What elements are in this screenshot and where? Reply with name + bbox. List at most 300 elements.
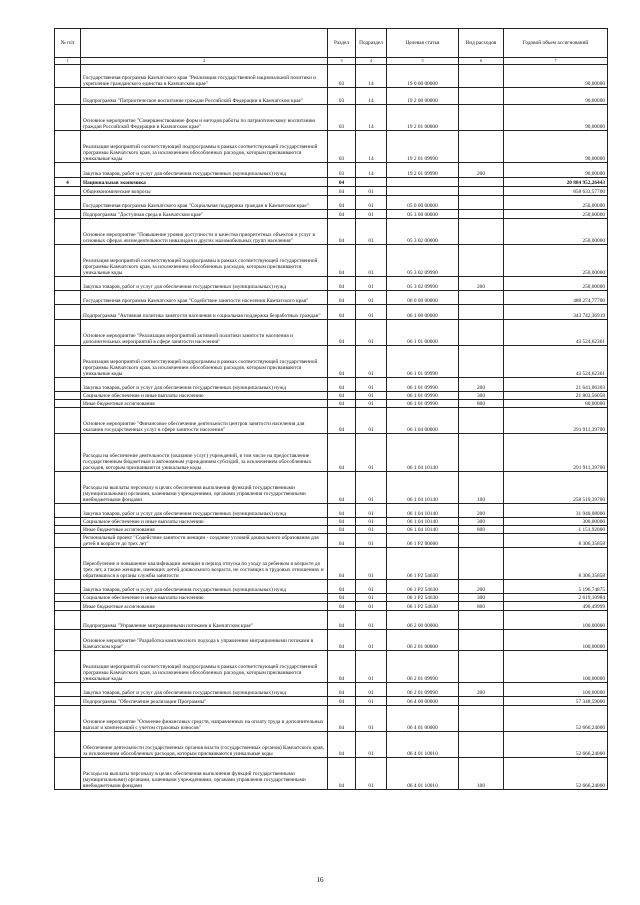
cell-exp-type: [459, 548, 504, 580]
table-row: [55, 611, 608, 630]
table-row: [55, 518, 608, 526]
table-row: [55, 163, 608, 178]
cell-subsection: 14: [356, 65, 387, 88]
cell-target: 06 4 00 00000: [387, 697, 459, 706]
cell-amount: 57 348,59000: [504, 697, 608, 706]
cell-name: Закупка товаров, работ и услуг для обеспечения государственных (муниципальных) нужд: [81, 504, 328, 518]
cell-section: 03: [328, 88, 356, 105]
col-number: 6: [459, 58, 504, 65]
cell-section: 04: [328, 651, 356, 683]
cell-exp-type: 800: [459, 526, 504, 534]
cell-target: 05 0 00 00000: [387, 196, 459, 210]
cell-name: Иные бюджетные ассигнования: [81, 526, 328, 534]
cell-name: Обеспечение деятельности государственных органов власти (государственных органов) Камчатского края, за исключением обособленных расходов, которым присваиваются уникальные коды: [81, 732, 328, 758]
cell-exp-type: [459, 178, 504, 187]
cell-exp-type: [459, 196, 504, 210]
cell-section: 04: [328, 732, 356, 758]
cell-num: [55, 697, 81, 706]
cell-num: [55, 88, 81, 105]
cell-name: Социальное обеспечение и иные выплаты населению: [81, 594, 328, 602]
cell-num: [55, 518, 81, 526]
cell-section: 04: [328, 434, 356, 472]
cell-target: 06 1 04 10140: [387, 434, 459, 472]
cell-target: 06 1 04 00000: [387, 408, 459, 434]
cell-section: 04: [328, 594, 356, 602]
cell-section: 03: [328, 65, 356, 88]
col-number: 2: [81, 58, 328, 65]
cell-num: [55, 210, 81, 219]
cell-amount: 250,00000: [504, 245, 608, 277]
cell-num: [55, 594, 81, 602]
cell-section: 04: [328, 504, 356, 518]
header-amount: Годовой объем ассигнований: [504, 29, 608, 58]
cell-target: 06 0 00 00000: [387, 291, 459, 305]
table-row: [55, 651, 608, 683]
cell-subsection: 01: [356, 392, 387, 400]
cell-section: 04: [328, 178, 356, 187]
cell-exp-type: 300: [459, 594, 504, 602]
cell-exp-type: [459, 611, 504, 630]
cell-name: Социальное обеспечение и иные выплаты населению: [81, 518, 328, 526]
cell-subsection: 01: [356, 305, 387, 320]
cell-subsection: 01: [356, 732, 387, 758]
cell-name: Основное мероприятие "Разработка комплексного подхода к управлению миграционными потоками в Камчатском крае": [81, 630, 328, 651]
cell-subsection: 01: [356, 504, 387, 518]
cell-num: [55, 187, 81, 196]
cell-target: 06 1 04 10140: [387, 504, 459, 518]
cell-target: 06 1 01 09990: [387, 392, 459, 400]
cell-amount: 21 641,06303: [504, 378, 608, 392]
cell-subsection: [356, 178, 387, 187]
table-row: [55, 602, 608, 611]
cell-exp-type: 300: [459, 392, 504, 400]
cell-section: 04: [328, 400, 356, 408]
col-number: 7: [504, 58, 608, 65]
cell-num: [55, 472, 81, 504]
table-row: [55, 178, 608, 187]
table-row: [55, 548, 608, 580]
cell-num: [55, 105, 81, 131]
table-row: [55, 346, 608, 378]
cell-amount: 488 274,77700: [504, 291, 608, 305]
cell-num: [55, 65, 81, 88]
cell-num: [55, 630, 81, 651]
cell-exp-type: [459, 105, 504, 131]
cell-exp-type: [459, 210, 504, 219]
cell-subsection: 14: [356, 131, 387, 163]
table-row: [55, 697, 608, 706]
cell-amount: 31 940,08000: [504, 504, 608, 518]
cell-name: Иные бюджетные ассигнования: [81, 400, 328, 408]
table-row: [55, 196, 608, 210]
cell-target: 06 1 04 10140: [387, 518, 459, 526]
cell-name: Реализация мероприятий соответствующей подпрограммы в рамках соответствующей государственной программы Камчатского края, за исключением обособленных расходов, которым присваиваются уникальные коды: [81, 651, 328, 683]
cell-amount: 21 803,56058: [504, 392, 608, 400]
cell-num: [55, 732, 81, 758]
cell-exp-type: [459, 706, 504, 732]
cell-amount: 300,00000: [504, 518, 608, 526]
cell-num: [55, 245, 81, 277]
cell-section: 04: [328, 518, 356, 526]
cell-amount: 52 666,24000: [504, 706, 608, 732]
cell-name: Подпрограмма "Управление миграционными потоками в Камчатском крае": [81, 611, 328, 630]
cell-target: 06 1 P2 54630: [387, 548, 459, 580]
cell-name: Закупка товаров, работ и услуг для обеспечения государственных (муниципальных) нужд: [81, 277, 328, 291]
cell-amount: 90,00000: [504, 131, 608, 163]
cell-num: [55, 320, 81, 346]
cell-exp-type: [459, 320, 504, 346]
cell-exp-type: [459, 65, 504, 88]
cell-amount: 90,00000: [504, 163, 608, 178]
cell-name: Реализация мероприятий соответствующей подпрограммы в рамках соответствующей государственной программы Камчатского края, за исключением обособленных расходов, которым присваиваются уникальные коды: [81, 346, 328, 378]
cell-exp-type: [459, 131, 504, 163]
cell-subsection: 01: [356, 291, 387, 305]
cell-num: [55, 434, 81, 472]
table-row: [55, 534, 608, 548]
cell-name: Реализация мероприятий соответствующей подпрограммы в рамках соответствующей государственной программы Камчатского края, за исключением обособленных расходов, которым присваиваются уникальные коды: [81, 245, 328, 277]
cell-num: [55, 534, 81, 548]
cell-num: [55, 291, 81, 305]
cell-subsection: 01: [356, 518, 387, 526]
table-row: [55, 408, 608, 434]
cell-target: 19 2 01 09990: [387, 131, 459, 163]
cell-name: Общеэкономические вопросы: [81, 187, 328, 196]
cell-num: [55, 277, 81, 291]
cell-subsection: 14: [356, 105, 387, 131]
cell-exp-type: [459, 305, 504, 320]
cell-amount: 100,00000: [504, 651, 608, 683]
cell-target: 05 3 02 00000: [387, 219, 459, 245]
cell-num: [55, 305, 81, 320]
cell-target: 06 2 01 09990: [387, 651, 459, 683]
cell-section: 04: [328, 408, 356, 434]
header-name: [81, 29, 328, 58]
cell-num: [55, 651, 81, 683]
cell-exp-type: [459, 219, 504, 245]
cell-amount: 43 524,62361: [504, 320, 608, 346]
cell-num: [55, 758, 81, 790]
cell-name: Расходы на выплаты персоналу в целях обеспечения выполнения функций государственными (муниципальными) органами, казенными учреждениями, органами управления государственными внебюджетными фондами: [81, 758, 328, 790]
cell-subsection: 01: [356, 196, 387, 210]
cell-num: [55, 526, 81, 534]
table-row: [55, 88, 608, 105]
cell-section: 04: [328, 472, 356, 504]
cell-amount: 80,00000: [504, 400, 608, 408]
cell-section: 04: [328, 305, 356, 320]
cell-target: [387, 187, 459, 196]
cell-amount: 52 666,24000: [504, 758, 608, 790]
cell-section: 04: [328, 196, 356, 210]
cell-exp-type: [459, 88, 504, 105]
cell-num: [55, 196, 81, 210]
table-row: [55, 706, 608, 732]
cell-section: 04: [328, 291, 356, 305]
cell-subsection: 01: [356, 630, 387, 651]
cell-subsection: 01: [356, 706, 387, 732]
table-row: [55, 219, 608, 245]
table-row: [55, 305, 608, 320]
table-row: [55, 732, 608, 758]
cell-exp-type: 200: [459, 504, 504, 518]
budget-table: [54, 28, 608, 790]
cell-exp-type: 200: [459, 163, 504, 178]
header-num: № п/п: [55, 29, 81, 58]
table-row: [55, 245, 608, 277]
cell-name: Иные бюджетные ассигнования: [81, 602, 328, 611]
cell-target: 06 1 01 09990: [387, 400, 459, 408]
table-row: [55, 594, 608, 602]
cell-name: Реализация мероприятий соответствующей подпрограммы в рамках соответствующей государственной программы Камчатского края, за исключением обособленных расходов, которым присваиваются уникальные коды: [81, 131, 328, 163]
cell-amount: 5 196,74875: [504, 580, 608, 594]
cell-subsection: 01: [356, 758, 387, 790]
cell-subsection: 01: [356, 602, 387, 611]
cell-section: 04: [328, 630, 356, 651]
cell-subsection: 14: [356, 88, 387, 105]
cell-target: 06 4 01 10010: [387, 758, 459, 790]
table-row: [55, 580, 608, 594]
cell-section: 03: [328, 131, 356, 163]
cell-num: [55, 504, 81, 518]
cell-section: 04: [328, 526, 356, 534]
cell-name: Переобучение и повышение квалификации женщин в период отпуска по уходу за ребенком в возрасте до трех лет, а также женщин, имеющих детей дошкольного возраста, не состоящих в трудовых отношениях и обратившихся в органы службы занятости: [81, 548, 328, 580]
cell-exp-type: [459, 245, 504, 277]
cell-amount: 8 306,35858: [504, 548, 608, 580]
cell-subsection: 01: [356, 594, 387, 602]
cell-subsection: 01: [356, 548, 387, 580]
cell-exp-type: [459, 346, 504, 378]
cell-name: Основное мероприятие "Освоение финансовых средств, направленных на оплату труда и дополнительных выплат и компенсаций с учетом страховых взносов": [81, 706, 328, 732]
cell-target: 05 3 02 09990: [387, 277, 459, 291]
cell-exp-type: 800: [459, 602, 504, 611]
cell-name: Государственная программа Камчатского края "Реализация государственной национальной политики и укрепление гражданского единства в Камчатском крае": [81, 65, 328, 88]
table-row: [55, 378, 608, 392]
table-row: [55, 630, 608, 651]
cell-name: Подпрограмма "Патриотическое воспитание граждан Российской Федерации в Камчатском крае": [81, 88, 328, 105]
cell-subsection: 01: [356, 651, 387, 683]
cell-name: Расходы на обеспечение деятельности (оказание услуг) учреждений, в том числе на предоставление государственным бюджетным и автономным учреждениям субсидий, за исключением обособленных расходов, которым присваиваются уникальные коды: [81, 434, 328, 472]
cell-name: Расходы на выплаты персоналу в целях обеспечения выполнения функций государственными (муниципальными) органами, казенными учреждениями, органами управления государственными внебюджетными фондами: [81, 472, 328, 504]
cell-amount: 343 742,36919: [504, 305, 608, 320]
cell-exp-type: 100: [459, 758, 504, 790]
cell-exp-type: [459, 408, 504, 434]
cell-name: Национальная экономика: [81, 178, 328, 187]
cell-target: 06 1 01 09990: [387, 346, 459, 378]
cell-name: Закупка товаров, работ и услуг для обеспечения государственных (муниципальных) нужд: [81, 580, 328, 594]
cell-section: 04: [328, 392, 356, 400]
cell-subsection: 01: [356, 346, 387, 378]
cell-target: 06 1 P2 54630: [387, 580, 459, 594]
cell-exp-type: [459, 732, 504, 758]
cell-num: [55, 219, 81, 245]
cell-target: 06 2 00 00000: [387, 611, 459, 630]
header-subsection: Подраздел: [356, 29, 387, 58]
cell-subsection: 01: [356, 187, 387, 196]
header-section: Раздел: [328, 29, 356, 58]
cell-subsection: 01: [356, 683, 387, 697]
table-row: [55, 187, 608, 196]
cell-num: [55, 602, 81, 611]
cell-section: 04: [328, 706, 356, 732]
cell-target: 19 2 00 00000: [387, 88, 459, 105]
cell-section: 04: [328, 611, 356, 630]
header-target: Целевая статья: [387, 29, 459, 58]
cell-section: 04: [328, 580, 356, 594]
table-header-row: [55, 29, 608, 58]
cell-name: Основное мероприятие "Финансовое обеспечение деятельности центров занятости населения для оказания государственных услуг в сфере занятости населения": [81, 408, 328, 434]
cell-exp-type: [459, 697, 504, 706]
cell-num: [55, 548, 81, 580]
cell-name: Социальное обеспечение и иные выплаты населению: [81, 392, 328, 400]
table-row: [55, 758, 608, 790]
cell-target: 06 1 P2 54630: [387, 602, 459, 611]
cell-amount: 90,00000: [504, 88, 608, 105]
col-number: 1: [55, 58, 81, 65]
cell-num: [55, 392, 81, 400]
cell-section: 04: [328, 378, 356, 392]
table-row: [55, 434, 608, 472]
cell-num: [55, 163, 81, 178]
cell-amount: 858 633,57700: [504, 187, 608, 196]
cell-amount: 8 306,35858: [504, 534, 608, 548]
cell-section: 03: [328, 105, 356, 131]
table-row: [55, 504, 608, 518]
cell-amount: 100,00000: [504, 630, 608, 651]
cell-exp-type: 300: [459, 518, 504, 526]
cell-section: 04: [328, 219, 356, 245]
cell-section: 04: [328, 245, 356, 277]
cell-target: 05 3 00 00000: [387, 210, 459, 219]
cell-subsection: 01: [356, 245, 387, 277]
cell-section: 04: [328, 320, 356, 346]
cell-exp-type: 800: [459, 400, 504, 408]
header-exp-type: Вид расходов: [459, 29, 504, 58]
cell-name: Государственная программа Камчатского края "Социальная поддержка граждан в Камчатском крае": [81, 196, 328, 210]
cell-amount: 43 524,62361: [504, 346, 608, 378]
cell-exp-type: 100: [459, 472, 504, 504]
cell-amount: 258 519,39700: [504, 472, 608, 504]
cell-subsection: 01: [356, 434, 387, 472]
cell-exp-type: [459, 651, 504, 683]
cell-target: 06 1 04 10140: [387, 526, 459, 534]
cell-target: 06 2 01 09990: [387, 683, 459, 697]
cell-subsection: 01: [356, 526, 387, 534]
cell-exp-type: [459, 291, 504, 305]
cell-subsection: 01: [356, 408, 387, 434]
cell-amount: 90,00000: [504, 65, 608, 88]
cell-subsection: 01: [356, 277, 387, 291]
cell-subsection: 01: [356, 534, 387, 548]
cell-subsection: 01: [356, 219, 387, 245]
cell-exp-type: 200: [459, 683, 504, 697]
cell-target: 19 0 00 00000: [387, 65, 459, 88]
cell-section: 04: [328, 697, 356, 706]
cell-name: Государственная программа Камчатского края "Содействие занятости населения Камчатского края": [81, 291, 328, 305]
cell-subsection: 01: [356, 472, 387, 504]
cell-section: 04: [328, 187, 356, 196]
cell-name: Подпрограмма "Обеспечение реализации Программы": [81, 697, 328, 706]
cell-exp-type: 200: [459, 277, 504, 291]
table-row: [55, 277, 608, 291]
cell-name: Закупка товаров, работ и услуг для обеспечения государственных (муниципальных) нужд: [81, 378, 328, 392]
cell-subsection: 01: [356, 580, 387, 594]
column-number-row: [55, 58, 608, 65]
cell-section: 04: [328, 548, 356, 580]
cell-section: 04: [328, 758, 356, 790]
cell-target: 06 2 01 00000: [387, 630, 459, 651]
cell-name: Подпрограмма "Активная политика занятости населения и социальная поддержка безработных граждан": [81, 305, 328, 320]
cell-num: [55, 408, 81, 434]
cell-section: 04: [328, 346, 356, 378]
page-number: 16: [316, 876, 324, 884]
cell-subsection: 01: [356, 320, 387, 346]
cell-target: 19 2 01 00000: [387, 105, 459, 131]
cell-exp-type: 200: [459, 378, 504, 392]
cell-amount: 100,00000: [504, 611, 608, 630]
cell-num: [55, 400, 81, 408]
cell-exp-type: [459, 434, 504, 472]
cell-subsection: 01: [356, 611, 387, 630]
cell-target: [387, 178, 459, 187]
cell-name: Основное мероприятие "Реализация мероприятий активной политики занятости населения и дополнительных мероприятий в сфере занятости населения": [81, 320, 328, 346]
cell-section: 03: [328, 163, 356, 178]
cell-section: 04: [328, 277, 356, 291]
cell-exp-type: [459, 187, 504, 196]
col-number: 5: [387, 58, 459, 65]
col-number: 3: [328, 58, 356, 65]
cell-section: 04: [328, 210, 356, 219]
cell-name: Региональный проект "Содействие занятости женщин - создание условий дошкольного образования для детей в возрасте до трех лет": [81, 534, 328, 548]
table-row: [55, 131, 608, 163]
cell-num: [55, 131, 81, 163]
table-row: [55, 526, 608, 534]
cell-target: 19 2 01 09990: [387, 163, 459, 178]
cell-target: 06 1 P2 54630: [387, 594, 459, 602]
cell-name: Основное мероприятие "Совершенствование форм и методов работы по патриотическому воспитанию граждан Российской Федерации в Камчатском крае": [81, 105, 328, 131]
cell-num: 4: [55, 178, 81, 187]
table-row: [55, 105, 608, 131]
cell-name: Закупка товаров, работ и услуг для обеспечения государственных (муниципальных) нужд: [81, 163, 328, 178]
cell-amount: 291 911,39700: [504, 408, 608, 434]
cell-subsection: 01: [356, 697, 387, 706]
cell-num: [55, 683, 81, 697]
cell-exp-type: [459, 630, 504, 651]
cell-num: [55, 611, 81, 630]
cell-num: [55, 706, 81, 732]
table-body: [55, 65, 608, 790]
cell-amount: 1 151,92000: [504, 526, 608, 534]
cell-subsection: 14: [356, 163, 387, 178]
cell-amount: 250,00000: [504, 196, 608, 210]
cell-subsection: 01: [356, 210, 387, 219]
cell-section: 04: [328, 683, 356, 697]
table-row: [55, 291, 608, 305]
cell-target: 06 4 01 10010: [387, 732, 459, 758]
cell-amount: 250,00000: [504, 277, 608, 291]
cell-amount: 100,00000: [504, 683, 608, 697]
cell-target: 06 1 01 00000: [387, 320, 459, 346]
table-row: [55, 65, 608, 88]
table-row: [55, 210, 608, 219]
cell-amount: 2 619,10984: [504, 594, 608, 602]
cell-num: [55, 346, 81, 378]
cell-num: [55, 580, 81, 594]
cell-exp-type: 200: [459, 580, 504, 594]
cell-amount: 20 884 952,26443: [504, 178, 608, 187]
table-row: [55, 320, 608, 346]
cell-amount: 52 666,24000: [504, 732, 608, 758]
cell-target: 06 1 04 10140: [387, 472, 459, 504]
cell-exp-type: [459, 534, 504, 548]
